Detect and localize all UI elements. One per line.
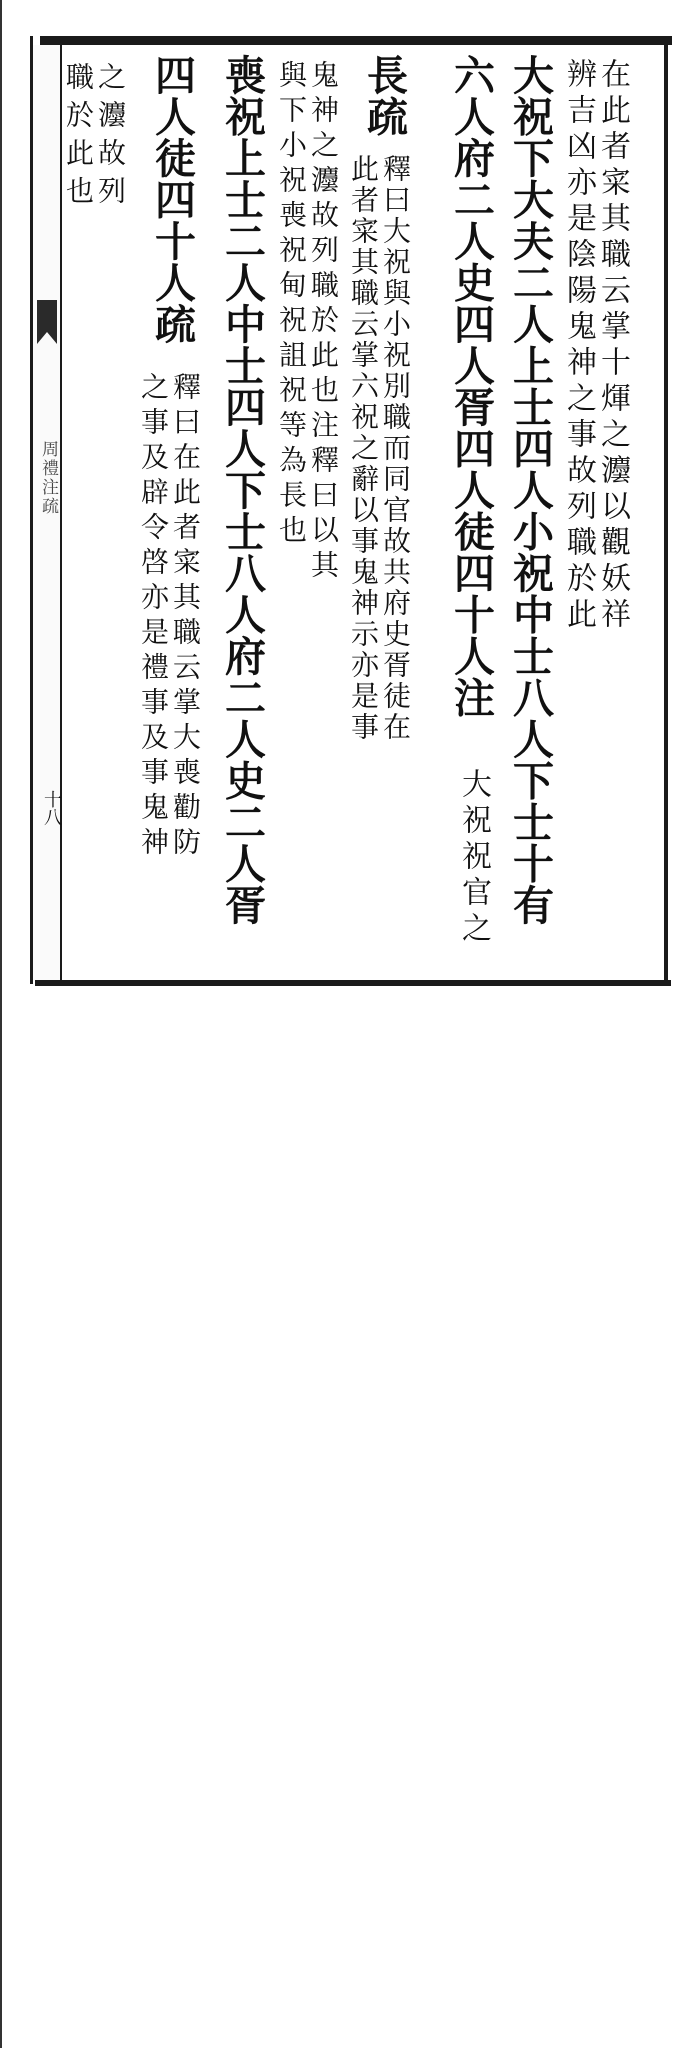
top-border-rule [40,36,672,45]
commentary-pair [347,154,412,743]
main-text: 六人府二人史四人胥四人徒四十人注 [447,54,495,718]
main-text-column-6: 喪祝上士二人中士四人下士八人府二人史二人胥 [218,54,266,926]
commentary-line: 之事及辟令啓亦是禮事及事鬼神 [137,372,170,862]
main-text-column-2: 大祝下大夫二人上士四人小祝中士八人下士十有 [506,54,554,926]
main-text-column-3 [448,54,496,974]
column-divider [0,935,2,1870]
main-text: 長疏 [360,54,408,137]
right-border-rule [664,36,668,984]
commentary-pair [137,372,202,862]
commentary-line: 之灋故列 [94,62,127,214]
bottom-border-rule [35,980,671,986]
commentary-line: 大祝祝官之 [456,768,491,948]
fishtail-mark-icon [37,300,57,344]
commentary-line: 鬼神之灋故列職於此也注釋曰以其 [307,60,340,585]
main-text-column-4 [343,54,425,974]
commentary-column-8 [62,62,127,214]
commentary-line: 釋曰大祝與小祝別職而同官故共府史胥徒在 [379,154,412,743]
page-number: 十八 [41,790,62,826]
main-text: 四人徒四十人疏 [148,54,196,345]
book-title: 周禮注疏 [38,440,58,516]
commentary-line: 與下小祝喪祝甸祝詛祝等為長也 [275,60,308,550]
column-divider [0,1870,2,2048]
column-divider [0,0,2,935]
commentary-line: 釋曰在此者寀其職云掌大喪勸防 [169,372,202,862]
commentary-line: 辨吉凶亦是陰陽鬼神之事故列職於此 [561,58,596,634]
commentary-line: 此者寀其職云掌六祝之辭以事鬼神示亦是事 [347,154,380,743]
main-text-column-7 [137,54,209,974]
commentary-column-1 [561,58,630,634]
commentary-line: 職於此也 [62,62,95,214]
commentary-column-5 [275,60,340,585]
commentary-line: 在此者寀其職云掌十煇之灋以觀妖祥 [595,58,630,634]
